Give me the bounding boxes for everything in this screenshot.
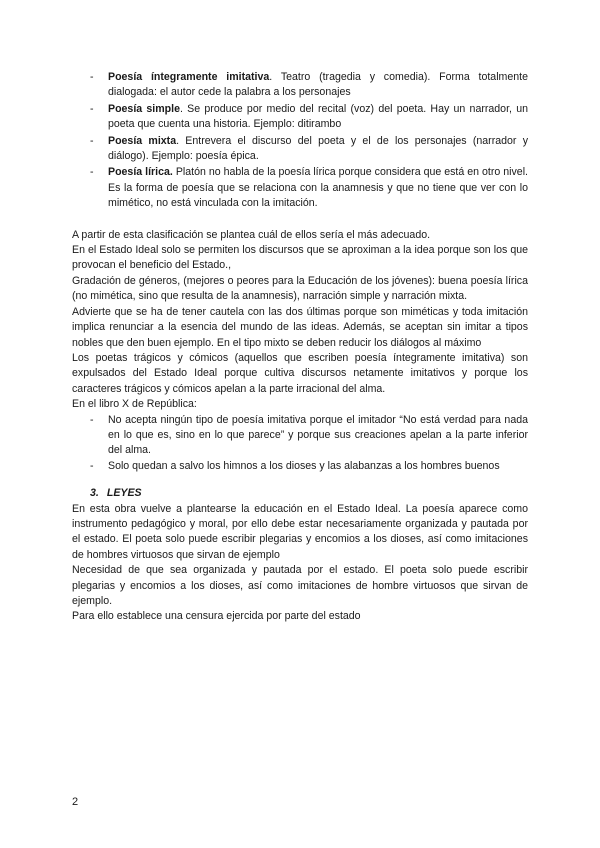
list-dash: -	[90, 413, 94, 426]
spacer	[72, 474, 528, 486]
list-text: . Se produce por medio del recital (voz) del poeta. Hay un narrador, un poeta que cuenta una historia. Ejemplo: ditirambo	[108, 102, 528, 131]
list-dash: -	[90, 166, 94, 179]
list-term: Poesía íntegramente imitativa	[108, 71, 270, 83]
list-term: Poesía mixta	[108, 134, 177, 147]
list-term: Poesía simple	[108, 102, 180, 115]
list-dash: -	[90, 134, 94, 147]
list-dash: -	[90, 102, 94, 115]
list-item	[72, 413, 528, 459]
paragraph: En esta obra vuelve a plantearse la educación en el Estado Ideal. La poesía aparece como instrumento pedagógico y moral, por ello debe estar necesariamente organizada y pautada por el estado. El poeta solo puede escribir plegarias y encomios a los dioses, así como imitaciones de hombres virtuosos que sirvan de ejemplo	[72, 502, 528, 561]
paragraph: En el libro X de República:	[72, 398, 197, 411]
list-item	[72, 459, 528, 474]
paragraph: Advierte que se ha de tener cautela con las dos últimas porque son miméticas y toda imitación implica renunciar a la esencia del mundo de las ideas. Además, se aceptan sin imitar a tipos nobles que den buen ejemplo. En el tipo mixto se deben reducir los diálogos al máximo	[72, 305, 528, 349]
list-item	[72, 102, 528, 133]
page-number: 2	[72, 796, 79, 808]
spacer	[72, 213, 528, 228]
paragraph: Para ello establece una censura ejercida por parte del estado	[72, 610, 361, 623]
list-item	[72, 134, 528, 165]
paragraph: Los poetas trágicos y cómicos (aquellos que escriben poesía íntegramente imitativa) son expulsados del Estado Ideal porque cultiva discursos netamente imitativos y porque los caracteres trágicos y cómicos apelan a la parte irracional del alma.	[72, 351, 528, 395]
list-text: Solo quedan a salvo los himnos a los dioses y las alabanzas a los hombres buenos	[108, 459, 500, 472]
section-heading	[72, 486, 528, 501]
list-text: Platón no habla de la poesía lírica porque considera que está en otro nivel. Es la forma de poesía que se relaciona con la anamnesis y que no tiene que ver con lo mimético, no está vinculada con la imitación.	[108, 166, 528, 210]
paragraph: Necesidad de que sea organizada y pautada por el estado. El poeta solo puede escribir plegarias y encomios a los dioses, así como imitaciones de hombre virtuosos que sirvan de ejemplo.	[72, 564, 528, 607]
list-term: Poesía lírica.	[108, 166, 173, 179]
list-text: . Entrevera el discurso del poeta y el de los personajes (narrador y diálogo). Ejemplo: poesía épica.	[108, 134, 528, 163]
section-title: LEYES	[106, 487, 142, 500]
paragraph: En el Estado Ideal solo se permiten los discursos que se aproximan a la idea porque son los que provocan el beneficio del Estado.,	[72, 244, 528, 272]
paragraph: Gradación de géneros, (mejores o peores para la Educación de los jóvenes): buena poesía lírica (no mimética, sino que resulta de la anamnesis), narración simple y narración mixta.	[72, 274, 528, 303]
poetry-types-list	[72, 70, 528, 212]
list-text: . Teatro (tragedia y comedia). Forma totalmente dialogada: el autor cede la palabra a los personajes	[108, 71, 528, 99]
republica-list	[72, 413, 528, 475]
list-dash: -	[90, 71, 94, 83]
list-item	[72, 165, 528, 211]
list-text: No acepta ningún tipo de poesía imitativa porque el imitador “No está verdad para nada en lo que es, sino en lo que parece” y porque sus creaciones apelan a la parte inferior del alma.	[108, 413, 528, 457]
document-page	[72, 70, 528, 625]
section-number: 3.	[90, 487, 99, 500]
list-item	[72, 70, 528, 101]
list-dash: -	[90, 459, 94, 472]
paragraph: A partir de esta clasificación se plantea cuál de ellos sería el más adecuado.	[72, 228, 431, 241]
